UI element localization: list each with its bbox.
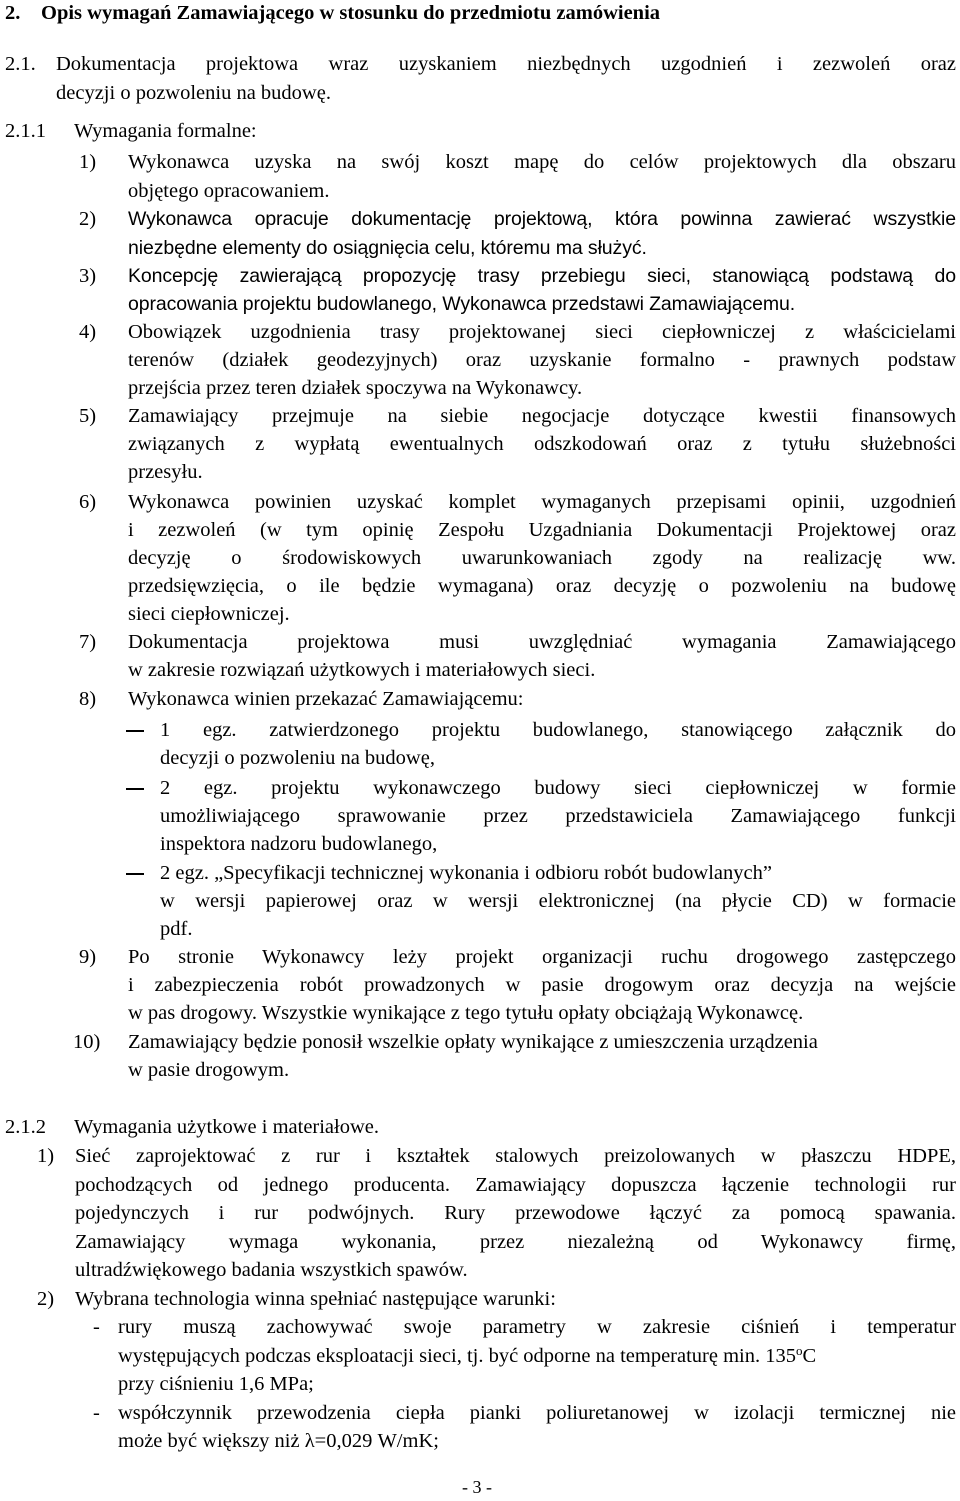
list-item-text: Wykonawca uzyska na swój koszt mapę do celów projektowych dla obszaru xyxy=(128,151,956,173)
list-item-text: Zamawiający wymaga wykonania, przez niezależną od Wykonawcy firmę, xyxy=(75,1231,956,1253)
list-item-text: Zamawiający będzie ponosił wszelkie opłaty wynikające z umieszczenia urządzenia xyxy=(128,1031,818,1053)
list-item-text: sieci ciepłowniczej. xyxy=(128,603,290,625)
subsection-2-1-1-heading xyxy=(0,117,960,145)
dash-list-item-text: przy ciśnieniu 1,6 MPa; xyxy=(118,1373,314,1395)
list-item xyxy=(0,685,960,713)
list-item-text: przesyłu. xyxy=(128,461,203,483)
page-number: - 3 - xyxy=(462,1477,492,1497)
list-item-text: decyzję o środowiskowych uwarunkowaniach zgody na realizację ww. xyxy=(128,547,956,569)
list-item-text: Wykonawca powinien uzyskać komplet wymaganych przepisami opinii, uzgodnień xyxy=(128,491,956,513)
sub-list-item-text: inspektora nadzoru budowlanego, xyxy=(160,833,438,855)
dash-list-item-text: może być większy niż λ=0,029 W/mK; xyxy=(118,1430,439,1452)
list-item-text: w pasie drogowym. xyxy=(128,1059,290,1081)
list-item xyxy=(0,1142,960,1170)
dash-list-item-text: współczynnik przewodzenia ciepła pianki poliuretanowej w izolacji termicznej nie xyxy=(118,1402,956,1424)
list-item-text: terenów (działek geodezyjnych) oraz uzyskanie formalno - prawnych podstaw xyxy=(128,349,956,371)
dash-bullet: - xyxy=(93,1402,100,1424)
list-item-text: przedsięwzięcia, o ile będzie wymagana) oraz decyzję o pozwoleniu na budowę xyxy=(128,575,956,597)
list-item-text: w pas drogowy. Wszystkie wynikające z tego tytułu opłaty obciążają Wykonawcę. xyxy=(128,1002,804,1024)
list-item-text: Koncepcję zawierającą propozycję trasy przebiegu sieci, stanowiącą podstawą do xyxy=(128,265,956,287)
list-item xyxy=(0,402,960,430)
list-item-number: 9) xyxy=(79,946,97,968)
sub-list-item-text: pdf. xyxy=(160,918,193,940)
list-item-text: Wybrana technologia winna spełniać następujące warunki: xyxy=(75,1288,556,1310)
list-item-number: 1) xyxy=(37,1145,55,1167)
list-item-number: 10) xyxy=(73,1031,101,1053)
list-item xyxy=(0,1028,960,1056)
temperature-unit: C xyxy=(802,1345,817,1367)
list-item xyxy=(0,488,960,516)
list-item-number: 1) xyxy=(79,151,97,173)
dash-bullet-icon xyxy=(126,873,144,875)
list-item-text: w zakresie rozwiązań użytkowych i materiałowych sieci. xyxy=(128,659,596,681)
list-item-number: 5) xyxy=(79,405,97,427)
subsection-2-1-title-line1: Dokumentacja projektowa wraz uzyskaniem niezbędnych uzgodnień i zezwoleń oraz xyxy=(56,53,956,75)
dash-list-item-text: rury muszą zachowywać swoje parametry w zakresie ciśnień i temperatur xyxy=(118,1316,956,1338)
list-item-number: 8) xyxy=(79,688,97,710)
sub-list-item xyxy=(0,859,960,887)
list-item-text: Wykonawca opracuje dokumentację projektową, która powinna zawierać wszystkie xyxy=(128,208,956,230)
list-item xyxy=(0,318,960,346)
sub-list-item-text: w wersji papierowej oraz w wersji elektronicznej (na płycie CD) w formacie xyxy=(160,890,956,912)
sub-list-item-text: decyzji o pozwoleniu na budowę, xyxy=(160,747,435,769)
sub-list-item xyxy=(0,774,960,802)
subsection-2-1-1-number: 2.1.1 xyxy=(5,120,46,142)
subsection-2-1-number: 2.1. xyxy=(5,53,36,75)
sub-list-item-text: umożliwiającego sprawowanie przez przedstawiciela Zamawiającego funkcji xyxy=(160,805,956,827)
list-item-text: Zamawiający przejmuje na siebie negocjacje dotyczące kwestii finansowych xyxy=(128,405,956,427)
list-item-text: i zezwoleń (w tym opinię Zespołu Uzgadniania Dokumentacji Projektowej oraz xyxy=(128,519,956,541)
list-item-number: 3) xyxy=(79,265,97,287)
subsection-2-1-2-number: 2.1.2 xyxy=(5,1116,46,1138)
list-item-text: związanych z wypłatą ewentualnych odszkodowań oraz z tytułu służebności xyxy=(128,433,956,455)
list-item xyxy=(0,628,960,656)
list-item-number: 4) xyxy=(79,321,97,343)
dash-bullet-icon xyxy=(126,788,144,790)
dash-bullet-icon xyxy=(126,730,144,732)
list-item xyxy=(0,262,960,290)
list-item-text: Obowiązek uzgodnienia trasy projektowanej sieci ciepłowniczej z właścicielami xyxy=(128,321,956,343)
subsection-2-1-1-title: Wymagania formalne: xyxy=(74,120,257,142)
sub-list-item-text: 2 egz. „Specyfikacji technicznej wykonania i odbioru robót budowlanych” xyxy=(160,862,772,884)
list-item xyxy=(0,148,960,176)
dash-list-item xyxy=(0,1399,960,1427)
list-item-text: objętego opracowaniem. xyxy=(128,180,330,202)
section-heading xyxy=(0,0,960,27)
list-item xyxy=(0,943,960,971)
page-footer xyxy=(0,1473,960,1501)
list-item-text: pojedynczych i rur podwójnych. Rury przewodowe łączyć za pomocą spawania. xyxy=(75,1202,956,1224)
subsection-2-1-heading xyxy=(0,50,960,78)
list-item-text: opracowania projektu budowlanego, Wykonawca przedstawi Zamawiającemu. xyxy=(128,293,796,315)
list-item-number: 2) xyxy=(79,208,97,230)
list-item xyxy=(0,205,960,233)
list-item-text: i zabezpieczenia robót prowadzonych w pasie drogowym oraz decyzja na wejście xyxy=(128,974,956,996)
dash-bullet: - xyxy=(93,1316,100,1338)
dash-list-item-text: występujących podczas eksploatacji sieci, tj. być odporne na temperaturę min. 135 xyxy=(118,1345,796,1367)
list-item-text: Sieć zaprojektować z rur i kształtek stalowych preizolowanych w płaszczu HDPE, xyxy=(75,1145,956,1167)
sub-list-item-text: 2 egz. projektu wykonawczego budowy sieci ciepłowniczej w formie xyxy=(160,777,956,799)
list-item-text: pochodzących od jednego producenta. Zamawiający dopuszcza łączenie technologii rur xyxy=(75,1174,956,1196)
list-item-number: 2) xyxy=(37,1288,55,1310)
list-item-text: niezbędne elementy do osiągnięcia celu, któremu ma służyć. xyxy=(128,237,647,259)
list-item-text: przejścia przez teren działek spoczywa na Wykonawcy. xyxy=(128,377,583,399)
list-item-text: Wykonawca winien przekazać Zamawiającemu: xyxy=(128,688,524,710)
sub-list-item-text: 1 egz. zatwierdzonego projektu budowlanego, stanowiącego załącznik do xyxy=(160,719,956,741)
dash-list-item xyxy=(0,1313,960,1341)
list-item-text: Po stronie Wykonawcy leży projekt organizacji ruchu drogowego zastępczego xyxy=(128,946,956,968)
list-item-number: 7) xyxy=(79,631,97,653)
sub-list-item xyxy=(0,716,960,744)
list-item-text: Dokumentacja projektowa musi uwzględniać wymagania Zamawiającego xyxy=(128,631,956,653)
list-item-text: ultradźwiękowego badania wszystkich spawów. xyxy=(75,1259,468,1281)
list-item-number: 6) xyxy=(79,491,97,513)
subsection-2-1-2-heading xyxy=(0,1113,960,1141)
subsection-2-1-2-title: Wymagania użytkowe i materiałowe. xyxy=(74,1116,380,1138)
list-item xyxy=(0,1285,960,1313)
section-number: 2. xyxy=(5,2,21,24)
subsection-2-1-title-line2: decyzji o pozwoleniu na budowę. xyxy=(56,82,331,104)
degree-superscript: o xyxy=(795,1343,803,1358)
section-title: Opis wymagań Zamawiającego w stosunku do przedmiotu zamówienia xyxy=(41,2,661,24)
